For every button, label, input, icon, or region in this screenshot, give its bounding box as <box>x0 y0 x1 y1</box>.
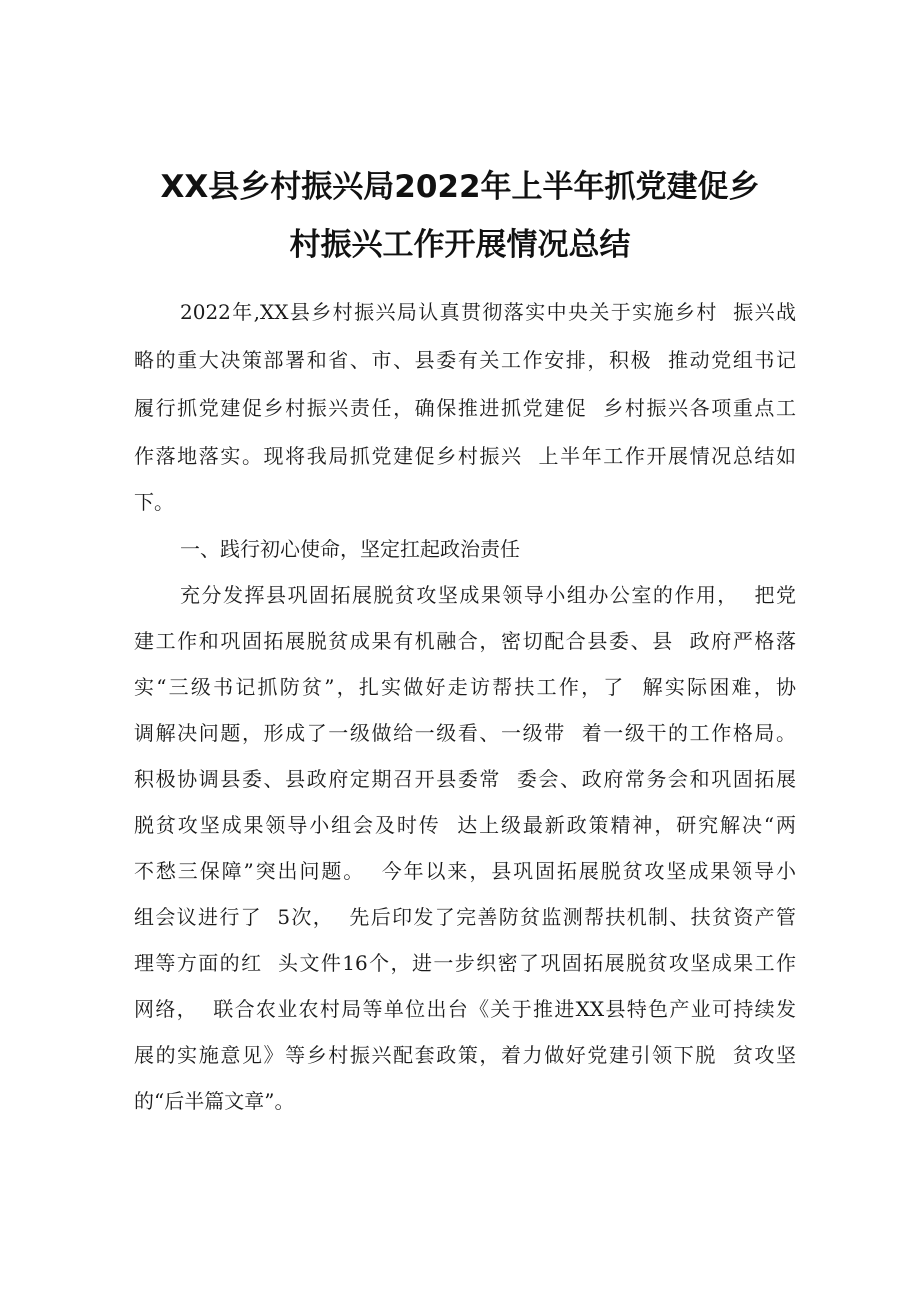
intro-line: 作落地落实。现将我局抓党建促乡村振兴 上半年工作开展情况总结如 <box>134 444 796 468</box>
section-1-line: 网络， 联合农业农村局等单位出台《关于推进XX县特色产业可持续发 <box>134 997 796 1021</box>
section-1-line: 展的实施意见》等乡村振兴配套政策，着力做好党建引领下脱 贫攻坚 <box>134 1043 796 1067</box>
section-1-line: 组会议进行了 5次， 先后印发了完善防贫监测帮扶机制、扶贫资产管 <box>134 905 796 929</box>
section-1-heading: 一、践行初心使命，坚定扛起政治责任 <box>180 537 520 561</box>
section-1-line: 不愁三保障”突出问题。 今年以来，县巩固拓展脱贫攻坚成果领导小 <box>134 859 796 883</box>
section-1-line: 脱贫攻坚成果领导小组会及时传 达上级最新政策精神，研究解决“两 <box>134 813 796 837</box>
intro-line: 略的重大决策部署和省、市、县委有关工作安排，积极 推动党组书记 <box>134 348 796 372</box>
intro-line: 下。 <box>134 490 174 514</box>
section-1-line: 充分发挥县巩固拓展脱贫攻坚成果领导小组办公室的作用， 把党 <box>180 583 796 607</box>
document-title-line-2: 村振兴工作开展情况总结 <box>289 227 631 263</box>
document-title-line-1: XX县乡村振兴局2022年上半年抓党建促乡 <box>160 169 760 205</box>
intro-line: 2022年,XX县乡村振兴局认真贯彻落实中央关于实施乡村 振兴战 <box>180 300 796 324</box>
section-1-line: 的“后半篇文章”。 <box>134 1089 295 1113</box>
intro-line: 履行抓党建促乡村振兴责任，确保推进抓党建促 乡村振兴各项重点工 <box>134 396 796 420</box>
section-1-line: 调解决问题，形成了一级做给一级看、一级带 着一级干的工作格局。 <box>134 721 796 745</box>
section-1-line: 建工作和巩固拓展脱贫成果有机融合，密切配合县委、县 政府严格落 <box>134 629 796 653</box>
section-1-line: 积极协调县委、县政府定期召开县委常 委会、政府常务会和巩固拓展 <box>134 767 796 791</box>
section-1-line: 理等方面的红 头文件16个，进一步织密了巩固拓展脱贫攻坚成果工作 <box>134 951 796 975</box>
section-1-line: 实“三级书记抓防贫”，扎实做好走访帮扶工作，了 解实际困难，协 <box>134 675 796 699</box>
